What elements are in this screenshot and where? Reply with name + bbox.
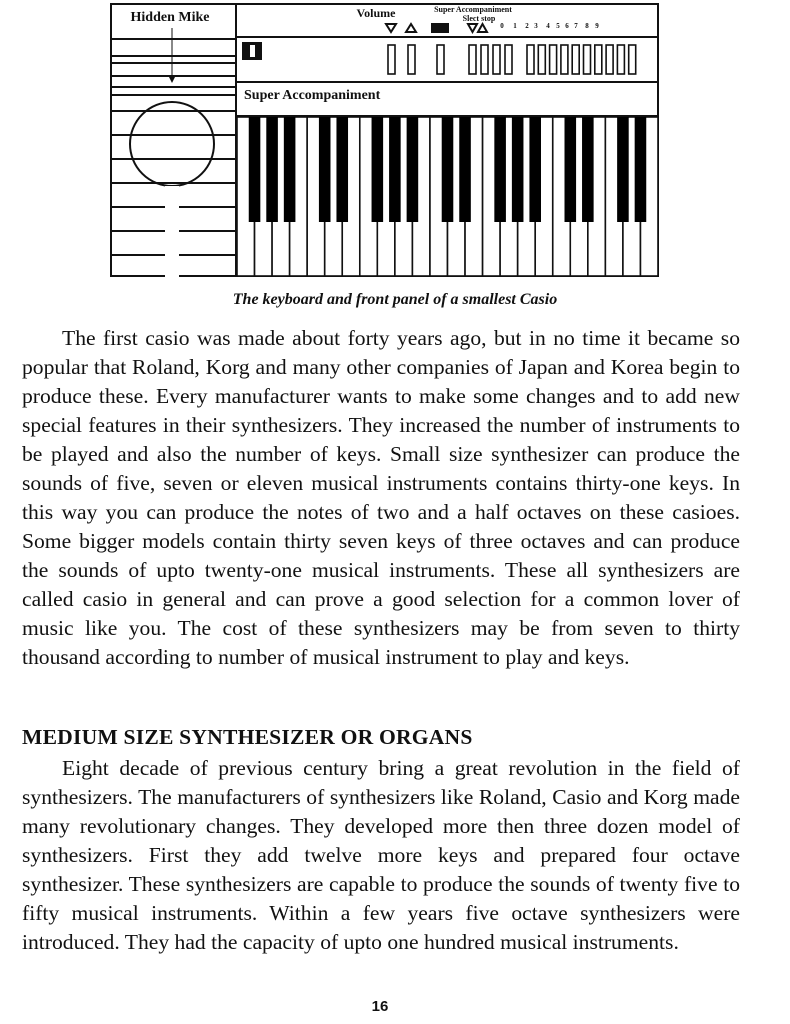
page-number: 16	[371, 998, 389, 1015]
black-key	[494, 117, 506, 222]
black-key	[389, 117, 401, 222]
stop-number: 7	[574, 22, 578, 30]
stop-number: 5	[556, 22, 560, 30]
black-key	[529, 117, 541, 222]
stop-number: 4	[546, 22, 550, 30]
keyboard	[237, 117, 658, 276]
super-accompaniment-panel-label: Super Accompaniment	[244, 88, 381, 103]
black-key	[336, 117, 348, 222]
accompaniment-indicator	[431, 23, 449, 33]
stop-number: 0	[500, 22, 504, 30]
panel-button	[505, 45, 512, 74]
panel-button	[481, 45, 488, 74]
black-key	[617, 117, 629, 222]
casio-diagram	[0, 0, 790, 290]
panel-button	[493, 45, 500, 74]
mike-gap	[165, 186, 179, 278]
stop-number: 2	[525, 22, 529, 30]
stop-number: 8	[585, 22, 589, 30]
black-key	[266, 117, 278, 222]
panel-button	[561, 45, 568, 74]
black-key	[635, 117, 647, 222]
power-indicator-mark	[250, 45, 255, 57]
black-key	[249, 117, 261, 222]
casio-diagram-svg	[0, 0, 790, 290]
black-key	[319, 117, 331, 222]
black-key	[565, 117, 577, 222]
paragraph-intro: The first casio was made about forty years ago, but in no time it became so popular that Roland, Korg and many other companies of Japan and Korea begin to produce these. Every manufacturer wants to make some changes and to add new special features in their synthesizers. They increased the number of instruments to be played and also the number of keys. Small size synthesizer can produce the sounds of five, seven or eleven musical instruments contains thirty-one keys. In this way you can produce the notes of two and a half octaves on these casioes. Some bigger models contain thirty seven keys of three octaves and can produce the sounds of upto twenty-one musical instruments. These all synthesizers are called casio in general and can prove a good selection for a common lover of music like you. The cost of these synthesizers may be from seven to thirty thousand according to number of musical instrument to play and keys.	[22, 326, 740, 669]
black-key	[459, 117, 471, 222]
black-key	[284, 117, 296, 222]
stop-number: 1	[513, 22, 517, 30]
hidden-mike-label: Hidden Mike	[130, 10, 210, 25]
panel-button	[469, 45, 476, 74]
stop-number: 9	[595, 22, 599, 30]
panel-button	[388, 45, 395, 74]
black-key	[442, 117, 454, 222]
panel-button	[408, 45, 415, 74]
select-stop-label: Slect stop	[462, 14, 496, 23]
panel-button	[437, 45, 444, 74]
panel-button	[550, 45, 557, 74]
super-accompaniment-label: Super Accompaniment	[434, 5, 512, 14]
black-key	[582, 117, 594, 222]
paragraph-medium-synth: Eight decade of previous century bring a great revolution in the field of synthesizers. The manufacturers of synthesizers like Roland, Casio and Korg made many revolutionary changes. They developed more then three dozen model of synthesizers. First they add twelve more keys and prepared four octave synthesizer. These synthesizers are capable to produce the sounds of twenty five to fifty musical instruments. Within a few years five octave synthesizers were introduced. They had the capacity of upto one hundred musical instruments.	[22, 756, 740, 954]
panel-button	[538, 45, 545, 74]
panel-button	[595, 45, 602, 74]
section-heading: MEDIUM SIZE SYNTHESIZER OR ORGANS	[22, 725, 473, 749]
panel-button	[572, 45, 579, 74]
black-key	[512, 117, 524, 222]
stop-number: 3	[534, 22, 538, 30]
black-key	[372, 117, 384, 222]
panel-button	[606, 45, 613, 74]
stop-number: 6	[565, 22, 569, 30]
panel-button	[617, 45, 624, 74]
figure-caption: The keyboard and front panel of a smallest Casio	[232, 291, 558, 308]
volume-label: Volume	[356, 6, 396, 20]
panel-button	[584, 45, 591, 74]
panel-button	[629, 45, 636, 74]
panel-button	[527, 45, 534, 74]
black-key	[407, 117, 419, 222]
